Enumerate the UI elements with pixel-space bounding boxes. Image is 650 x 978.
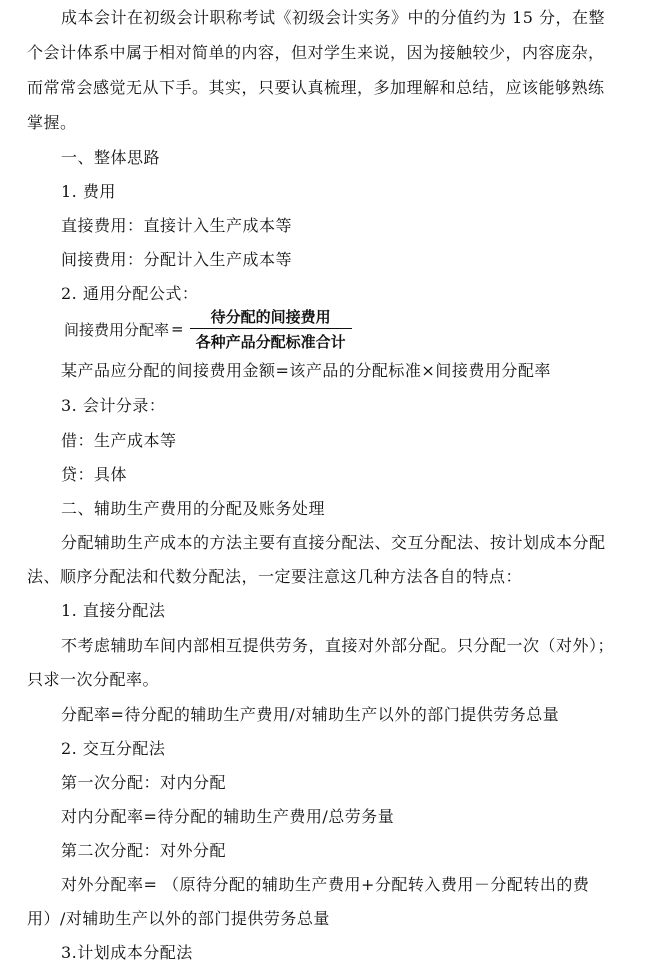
formula-lhs: 间接费用分配率 [64, 320, 170, 339]
credit-line: 贷：具体 [61, 465, 128, 484]
external-rate-line-2: 用）/对辅助生产以外的部门提供劳务总量 [27, 909, 330, 928]
internal-rate-line: 对内分配率=待分配的辅助生产费用/总劳务量 [61, 807, 395, 826]
item1-title: 1. 费用 [61, 182, 116, 201]
external-rate-line-1: 对外分配率= （原待分配的辅助生产费用+分配转入费用－分配转出的费 [61, 875, 590, 894]
allocation-amount-line: 某产品应分配的间接费用金额=该产品的分配标准×间接费用分配率 [61, 361, 551, 380]
formula-denominator: 各种产品分配标准合计 [195, 333, 346, 351]
allocation-formula [64, 306, 352, 352]
plan-method-title: 3.计划成本分配法 [61, 943, 193, 962]
interactive-method-title: 2. 交互分配法 [61, 739, 166, 758]
intro-line-2: 个会计体系中属于相对简单的内容，但对学生来说，因为接触较少，内容庞杂， [27, 43, 605, 62]
formula-equals: = [171, 320, 184, 338]
section1-heading: 一、整体思路 [61, 148, 161, 167]
direct-desc-line-2: 只求一次分配率。 [27, 670, 160, 689]
formula-fraction [190, 306, 352, 352]
indirect-cost-line: 间接费用：分配计入生产成本等 [61, 250, 293, 269]
first-allocation-line: 第一次分配：对内分配 [61, 773, 227, 792]
direct-cost-line: 直接费用：直接计入生产成本等 [61, 216, 293, 235]
item3-title: 3. 会计分录： [61, 396, 166, 415]
direct-desc-line-1: 不考虑辅助车间内部相互提供劳务，直接对外部分配。只分配一次（对外）； [61, 636, 615, 655]
debit-line: 借：生产成本等 [61, 431, 177, 450]
formula-numerator: 待分配的间接费用 [210, 308, 331, 326]
direct-rate-line: 分配率=待分配的辅助生产费用/对辅助生产以外的部门提供劳务总量 [61, 705, 560, 724]
intro-line-1: 成本会计在初级会计职称考试《初级会计实务》中的分值约为 15 分，在整 [61, 8, 606, 27]
section2-heading: 二、辅助生产费用的分配及账务处理 [61, 499, 326, 518]
item2-title: 2. 通用分配公式： [61, 284, 199, 303]
methods-line-2: 法、顺序分配法和代数分配法，一定要注意这几种方法各自的特点： [27, 567, 523, 586]
intro-line-4: 掌握。 [27, 113, 77, 132]
methods-line-1: 分配辅助生产成本的方法主要有直接分配法、交互分配法、按计划成本分配 [61, 533, 606, 552]
direct-method-title: 1. 直接分配法 [61, 601, 166, 620]
intro-line-3: 而常常会感觉无从下手。其实，只要认真梳理，多加理解和总结，应该能够熟练 [27, 78, 605, 97]
second-allocation-line: 第二次分配：对外分配 [61, 841, 227, 860]
